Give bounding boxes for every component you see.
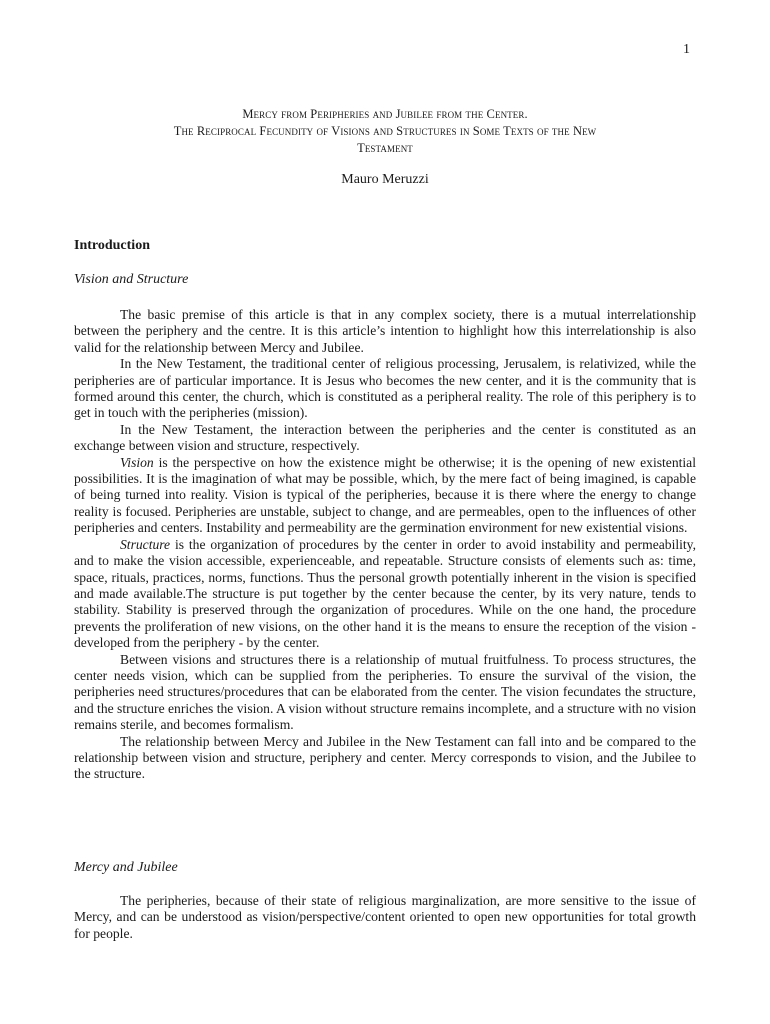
title-line-3: Testament (357, 141, 413, 155)
paragraph-4-text: is the perspective on how the existence might be otherwise; it is the opening of new existential possibilities. It is the imagination of what may be possible, which, by the mere fact of being imagined, is capable of being turned into reality. Vision is typical of the peripheries, because it is there where the energy to change reality is focused. Peripheries are unstable, subject to change, and are permeables, open to the influences of other peripheries and centers. Instability and permeability are the germination environment for new existential visions. (74, 454, 696, 536)
paragraph-8: The peripheries, because of their state of religious marginalization, are more sensitive to the issue of Mercy, and can be understood as vision/perspective/content oriented to open new opportunities for total growth for people. (74, 893, 696, 941)
paragraph-2: In the New Testament, the traditional center of religious processing, Jerusalem, is relativized, while the peripheries are of particular importance. It is Jesus who becomes the new center, and it is the community that is formed around this center, the church, which is constituted as a peripheral reality. The role of this periphery is to get in touch with the peripheries (mission). (74, 356, 696, 421)
title-line-1: Mercy from Peripheries and Jubilee from the Center. (242, 107, 528, 121)
paragraph-1: The basic premise of this article is that in any complex society, there is a mutual interrelationship between the periphery and the centre. It is this article’s intention to highlight how this interrelationship is also valid for the relationship between Mercy and Jubilee. (74, 307, 696, 355)
subheading-vision-structure: Vision and Structure (74, 272, 189, 287)
subheading-mercy-jubilee: Mercy and Jubilee (74, 860, 178, 875)
article-title (74, 106, 696, 157)
paragraph-6: Between visions and structures there is a relationship of mutual fruitfulness. To process structures, the center needs vision, which can be supplied from the peripheries. To ensure the survival of the vision, the peripheries need structures/procedures that can be elaborated from the center. The vision fecundates the structure, and the structure enriches the vision. A vision without structure remains incomplete, and a structure with no vision remains sterile, and becomes formalism. (74, 651, 696, 733)
term-vision: Vision (120, 454, 154, 470)
page-number: 1 (683, 42, 690, 57)
paragraph-7: The relationship between Mercy and Jubilee in the New Testament can fall into and be compared to the relationship between vision and structure, periphery and center. Mercy corresponds to vision, and the Jubilee to the structure. (74, 733, 696, 782)
section-heading-introduction: Introduction (74, 238, 150, 253)
paragraph-3: In the New Testament, the interaction between the peripheries and the center is constituted as an exchange between vision and structure, respectively. (74, 421, 696, 454)
author-name: Mauro Meruzzi (341, 172, 429, 187)
term-structure: Structure (120, 536, 171, 552)
paragraph-5-text: is the organization of procedures by the center in order to avoid instability and permeability, and to make the vision accessible, experienceable, and repeatable. Structure consists of elements such as: time, space, rituals, practices, norms, functions. Thus the personal growth potentially inherent in the vision is specified and made available.The structure is put together by the center because the center, by its very nature, tends to stability. Stability is preserved through the organization of procedures. While on the one hand, the procedure prevents the proliferation of new visions, on the other hand it is the means to ensure the reception of the vision - developed from the periphery - by the center. (74, 536, 696, 651)
body-section-mercy-jubilee (74, 893, 696, 942)
title-line-2: The Reciprocal Fecundity of Visions and Structures in Some Texts of the New (173, 124, 597, 138)
body-section-vision-structure (74, 307, 696, 783)
paragraph-4 (74, 455, 696, 537)
paragraph-5 (74, 537, 696, 652)
